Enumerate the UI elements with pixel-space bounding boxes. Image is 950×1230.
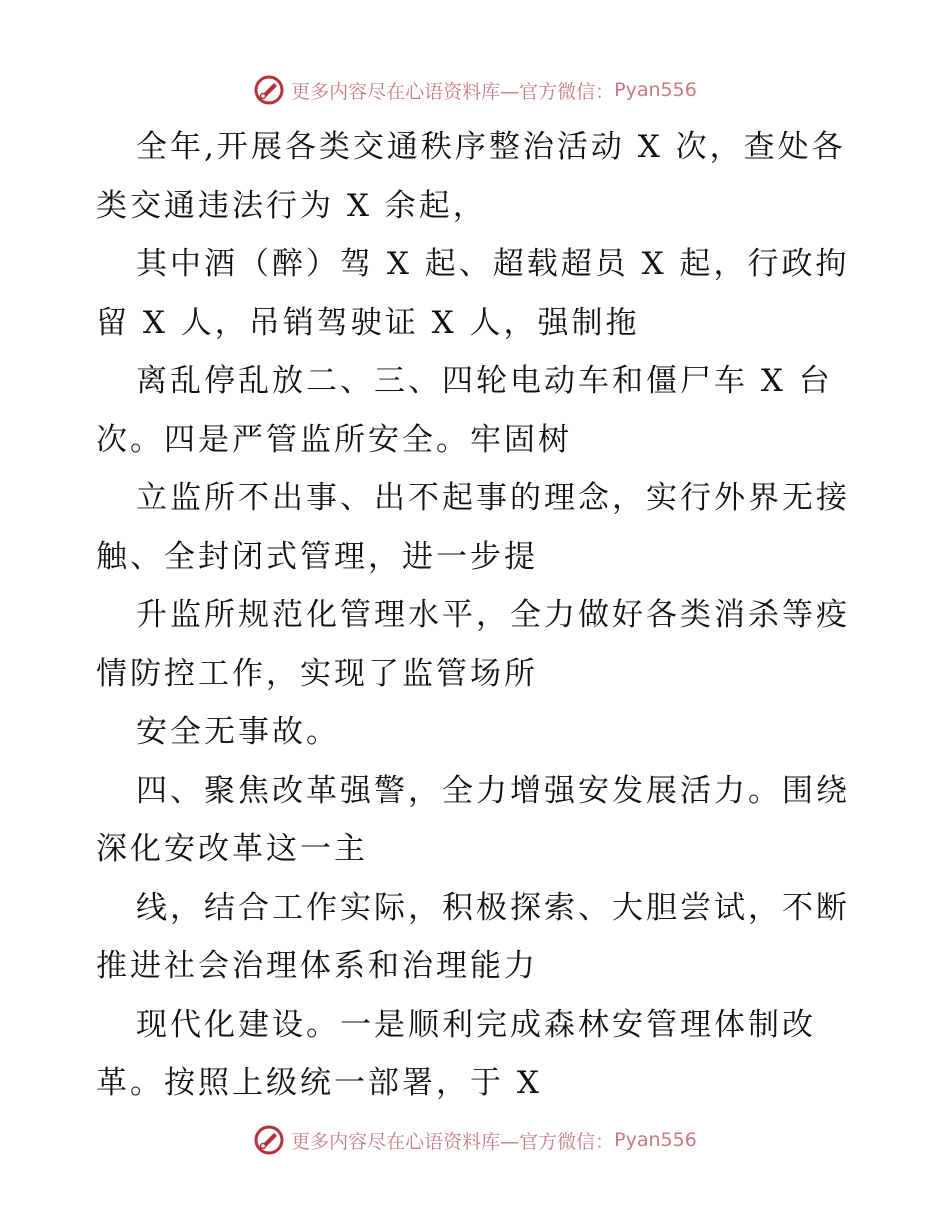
text-line: 推进社会治理体系和治理能力 bbox=[96, 948, 538, 984]
text-line: 升监所规范化管理水平，全力做好各类消杀等疫 bbox=[136, 597, 850, 633]
header-watermark bbox=[0, 70, 950, 110]
text-line: 离乱停乱放二、三、四轮电动车和僵尸车 X 台 bbox=[136, 363, 833, 399]
watermark-text: 更多内容尽在心语资料库—官方微信： bbox=[291, 80, 615, 103]
text-line: 其中酒（醉）驾 X 起、超载超员 X 起，行政拘 bbox=[136, 246, 850, 282]
text-line: 留 X 人，吊销驾驶证 X 人，强制拖 bbox=[96, 304, 640, 341]
watermark-handle: Pyan556 bbox=[614, 79, 697, 101]
watermark-text: 更多内容尽在心语资料库—官方微信： bbox=[291, 1130, 615, 1153]
text-line: 现代化建设。一是顺利完成森林安管理体制改 bbox=[136, 1006, 816, 1043]
text-line: 触、全封闭式管理，进一步提 bbox=[96, 538, 538, 575]
text-line: 全年,开展各类交通秩序整治活动 X 次，查处各 bbox=[136, 129, 846, 165]
footer-watermark bbox=[0, 1120, 950, 1160]
text-line: 情防控工作，实现了监管场所 bbox=[96, 655, 538, 692]
text-line: 四、聚焦改革强警，全力增强安发展活力。围绕 bbox=[136, 772, 850, 809]
logo-icon bbox=[253, 74, 285, 106]
text-line: 立监所不出事、出不起事的理念，实行外界无接 bbox=[136, 480, 850, 516]
text-line: 革。按照上级统一部署，于 X bbox=[96, 1065, 542, 1101]
watermark-handle: Pyan556 bbox=[614, 1129, 697, 1151]
text-line: 线，结合工作实际，积极探索、大胆尝试，不断 bbox=[136, 889, 850, 926]
text-line: 深化安改革这一主 bbox=[96, 831, 368, 867]
logo-icon bbox=[253, 1124, 285, 1156]
document-body bbox=[96, 118, 866, 1113]
text-line: 安全无事故。 bbox=[136, 714, 340, 750]
text-line: 类交通违法行为 X 余起， bbox=[96, 187, 487, 224]
text-line: 次。四是严管监所安全。牢固树 bbox=[96, 421, 572, 458]
